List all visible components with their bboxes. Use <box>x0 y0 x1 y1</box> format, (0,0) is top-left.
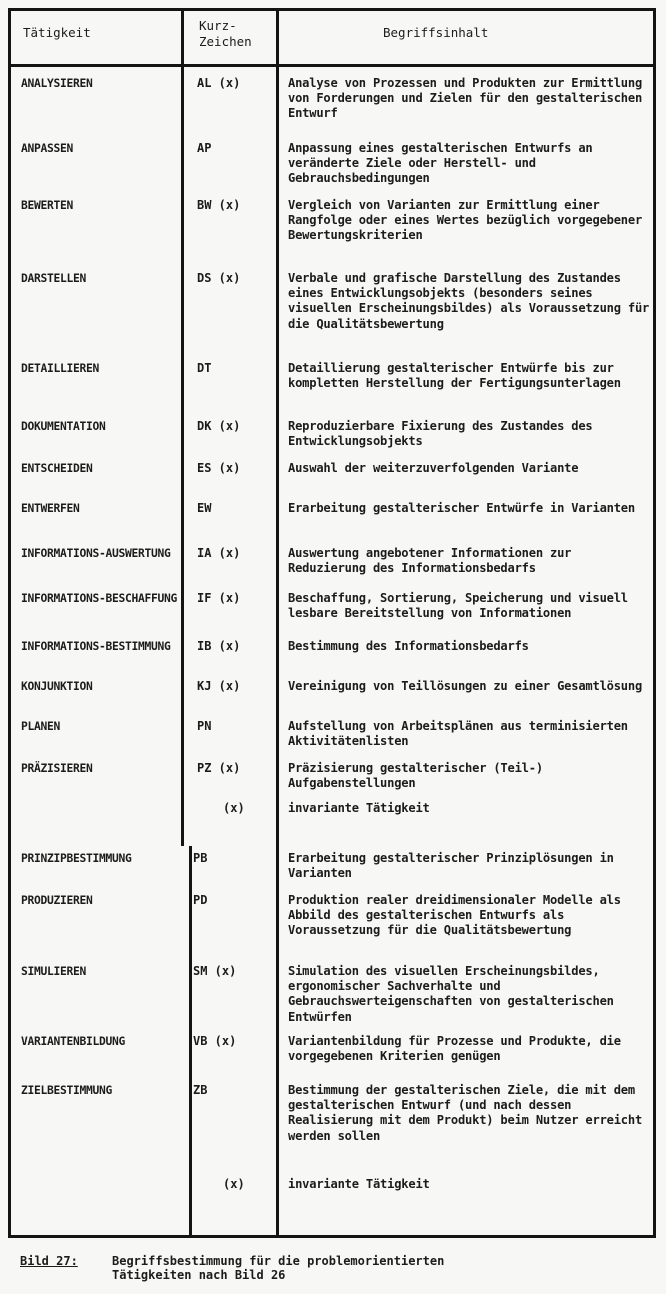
figure-caption <box>20 1254 444 1282</box>
code-cell: SM (x) <box>193 964 237 978</box>
definition-cell: Produktion realer dreidimensionaler Modelle als Abbild des gestalterischen Entwurfs als Voraussetzung für die Qualitätsbewertung <box>288 893 621 938</box>
definition-cell: Reproduzierbare Fixierung des Zustandes des Entwicklungsobjekts <box>288 419 593 449</box>
activity-cell: PRINZIPBESTIMMUNG <box>21 852 132 865</box>
code-cell: DS (x) <box>197 271 241 285</box>
code-cell: IF (x) <box>197 591 241 605</box>
activity-cell: PLANEN <box>21 720 61 733</box>
code-cell: DT <box>197 361 212 375</box>
header-code-line2: Zeichen <box>199 34 252 49</box>
activity-cell: PRÄZISIEREN <box>21 762 93 775</box>
definition-cell: Auswertung angebotener Informationen zur Reduzierung des Informationsbedarfs <box>288 546 572 576</box>
activity-cell: DOKUMENTATION <box>21 420 106 433</box>
caption-label: Bild 27: <box>20 1254 78 1268</box>
code-cell: PZ (x) <box>197 761 241 775</box>
code-cell: PN <box>197 719 212 733</box>
definition-cell: invariante Tätigkeit <box>288 1177 430 1191</box>
activity-cell: INFORMATIONS-AUSWERTUNG <box>21 547 171 560</box>
column-divider-2 <box>276 11 279 1235</box>
code-cell: VB (x) <box>193 1034 237 1048</box>
code-cell: ZB <box>193 1083 208 1097</box>
definition-cell: Aufstellung von Arbeitsplänen aus terminisierten Aktivitätenlisten <box>288 719 628 749</box>
code-cell: KJ (x) <box>197 679 241 693</box>
activity-cell: ANALYSIEREN <box>21 77 93 90</box>
caption-line-1: Begriffsbestimmung für die problemorientierten <box>112 1254 445 1268</box>
activity-cell: INFORMATIONS-BESTIMMUNG <box>21 640 171 653</box>
definition-cell: Erarbeitung gestalterischer Prinziplösungen in Varianten <box>288 851 614 881</box>
activity-cell: INFORMATIONS-BESCHAFFUNG <box>21 592 178 605</box>
definition-cell: Detaillierung gestalterischer Entwürfe bis zur kompletten Herstellung der Fertigungsunterlagen <box>288 361 621 391</box>
definition-cell: Vereinigung von Teillösungen zu einer Gesamtlösung <box>288 679 643 693</box>
activity-cell: PRODUZIEREN <box>21 894 93 907</box>
header-code <box>199 18 252 50</box>
activity-cell: ANPASSEN <box>21 142 74 155</box>
code-cell: (x) <box>223 801 245 815</box>
header-definition: Begriffsinhalt <box>383 25 489 40</box>
definition-cell: Bestimmung der gestalterischen Ziele, die mit dem gestalterischen Entwurf (und nach dessen Realisierung mit dem Produkt) beim Nutzer erreicht werden sollen <box>288 1083 643 1143</box>
definition-cell: Verbale und grafische Darstellung des Zustandes eines Entwicklungsobjekts (besonders seines visuellen Erscheinungsbildes) als Voraussetzung für die Qualitätsbewertung <box>288 271 650 331</box>
definition-cell: Variantenbildung für Prozesse und Produkte, die vorgegebenen Kriterien genügen <box>288 1034 621 1064</box>
code-cell: AP <box>197 141 212 155</box>
definition-cell: Beschaffung, Sortierung, Speicherung und visuell lesbare Bereitstellung von Informationen <box>288 591 628 621</box>
code-cell: IB (x) <box>197 639 241 653</box>
code-cell: DK (x) <box>197 419 241 433</box>
caption-line-2: Tätigkeiten nach Bild 26 <box>112 1268 286 1282</box>
activity-cell: ENTWERFEN <box>21 502 80 515</box>
code-cell: AL (x) <box>197 76 241 90</box>
code-cell: ES (x) <box>197 461 241 475</box>
definition-cell: Anpassung eines gestalterischen Entwurfs an veränderte Ziele oder Herstell- und Gebrauchsbedingungen <box>288 141 593 186</box>
definition-cell: Simulation des visuellen Erscheinungsbildes, ergonomischer Sachverhalte und Gebrauchswerteigenschaften von gestalterischen Entwürfen <box>288 964 614 1024</box>
activity-cell: DARSTELLEN <box>21 272 87 285</box>
code-cell: BW (x) <box>197 198 241 212</box>
definition-cell: Präzisierung gestalterischer (Teil-) Aufgabenstellungen <box>288 761 543 791</box>
header-activity: Tätigkeit <box>23 25 91 40</box>
code-cell: PB <box>193 851 208 865</box>
definition-cell: invariante Tätigkeit <box>288 801 430 815</box>
definition-cell: Auswahl der weiterzuverfolgenden Variante <box>288 461 579 475</box>
definitions-table <box>8 8 656 1238</box>
activity-cell: VARIANTENBILDUNG <box>21 1035 126 1048</box>
activity-cell: BEWERTEN <box>21 199 74 212</box>
definition-cell: Vergleich von Varianten zur Ermittlung einer Rangfolge oder eines Wertes bezüglich vorgegebener Bewertungskriterien <box>288 198 643 243</box>
definition-cell: Analyse von Prozessen und Produkten zur Ermittlung von Forderungen und Zielen für den gestalterischen Entwurf <box>288 76 643 121</box>
code-cell: (x) <box>223 1177 245 1191</box>
caption-text <box>112 1254 444 1282</box>
code-cell: IA (x) <box>197 546 241 560</box>
header-code-line1: Kurz- <box>199 18 237 33</box>
activity-cell: DETAILLIEREN <box>21 362 100 375</box>
code-cell: PD <box>193 893 208 907</box>
activity-cell: ENTSCHEIDEN <box>21 462 93 475</box>
activity-cell: KONJUNKTION <box>21 680 93 693</box>
definition-cell: Bestimmung des Informationsbedarfs <box>288 639 529 653</box>
activity-cell: ZIELBESTIMMUNG <box>21 1084 113 1097</box>
activity-cell: SIMULIEREN <box>21 965 87 978</box>
code-cell: EW <box>197 501 212 515</box>
definition-cell: Erarbeitung gestalterischer Entwürfe in Varianten <box>288 501 635 515</box>
header-divider <box>11 64 653 67</box>
